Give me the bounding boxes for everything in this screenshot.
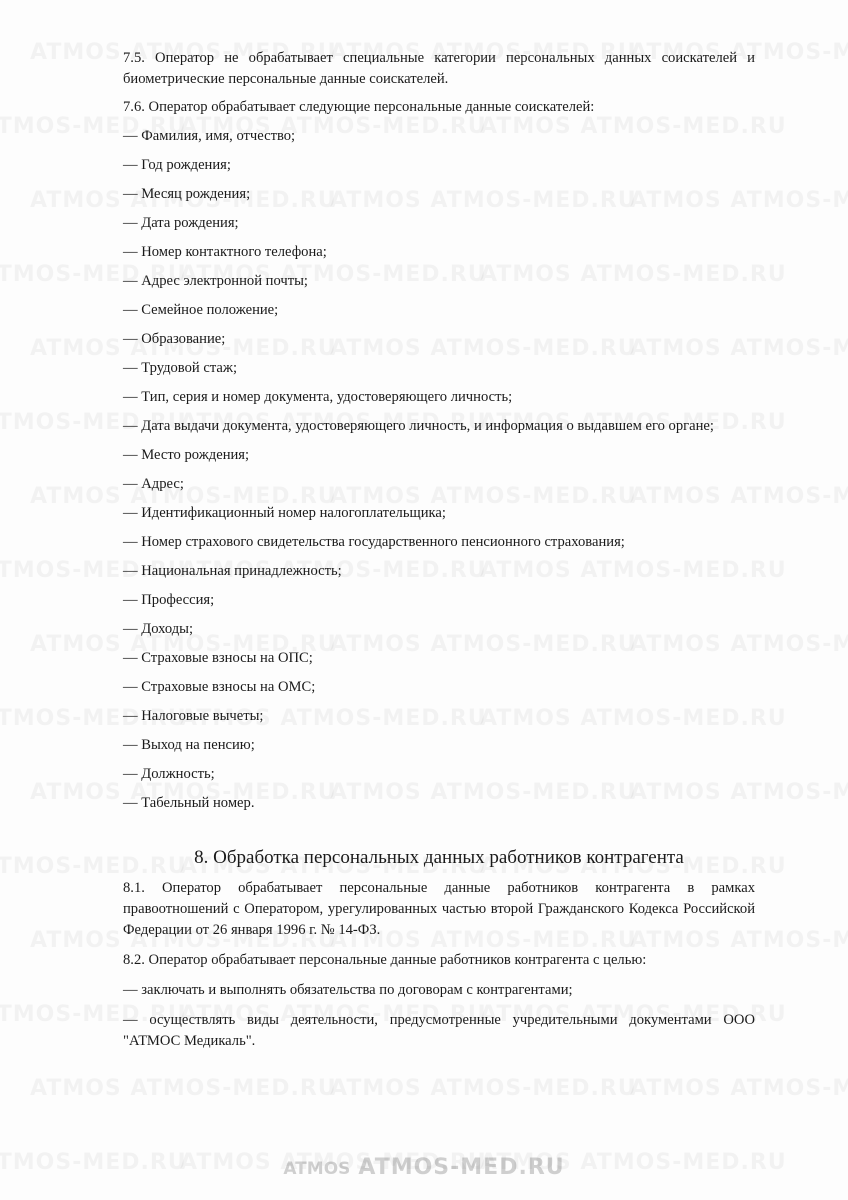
list-item: — Профессия; — [123, 592, 215, 608]
footer-site: ATMOS-MED.RU — [358, 1155, 565, 1180]
list-item: — Номер страхового свидетельства государственного пенсионного страхования; — [123, 534, 625, 550]
watermark-text — [30, 1076, 337, 1101]
list-item: — Образование; — [123, 331, 226, 347]
list-item: — Адрес электронной почты; — [123, 273, 308, 289]
list-item: — Идентификационный номер налогоплательщика; — [123, 505, 446, 521]
list-item: — Табельный номер. — [123, 795, 255, 811]
list-item: — Национальная принадлежность; — [123, 563, 342, 579]
list-item: — Страховые взносы на ОМС; — [123, 679, 316, 695]
list-item: — Место рождения; — [123, 447, 250, 463]
list-item: — Выход на пенсию; — [123, 737, 255, 753]
list-item: — Должность; — [123, 766, 215, 782]
watermark-text — [330, 1076, 637, 1101]
paragraph-7-5: 7.5. Оператор не обрабатывает специальные категории персональных данных соискателей и биометрические персональные данные соискателей. — [123, 50, 755, 87]
applicant-data-list — [123, 122, 755, 818]
list-item: — Налоговые вычеты; — [123, 708, 264, 724]
list-item: — Семейное положение; — [123, 302, 279, 318]
list-item: — Доходы; — [123, 621, 194, 637]
list-item: — Страховые взносы на ОПС; — [123, 650, 313, 666]
list-item: — Тип, серия и номер документа, удостоверяющего личность; — [123, 389, 513, 405]
paragraph-8-2: 8.2. Оператор обрабатывает персональные данные работников контрагента с целью: — [123, 952, 647, 968]
list-item: — Трудовой стаж; — [123, 360, 237, 376]
paragraph-7-6: 7.6. Оператор обрабатывает следующие персональные данные соискателей: — [123, 99, 595, 115]
list-item: — Год рождения; — [123, 157, 231, 173]
list-item: — заключать и выполнять обязательства по договорам с контрагентами; — [123, 982, 573, 998]
list-item: — Дата рождения; — [123, 215, 239, 231]
list-item: — Адрес; — [123, 476, 184, 492]
list-item: — осуществлять виды деятельности, предусмотренные учредительными документами ООО "АТМОС Медикаль". — [123, 1012, 755, 1049]
list-item: — Фамилия, имя, отчество; — [123, 128, 296, 144]
document-page — [123, 48, 755, 1052]
watermark-text — [630, 1076, 848, 1101]
section-8-heading: 8. Обработка персональных данных работников контрагента — [194, 847, 684, 868]
atmos-logo: ATMOS — [283, 1159, 351, 1179]
paragraph-8-1: 8.1. Оператор обрабатывает персональные данные работников контрагента в рамках правоотношений с Оператором, урегулированных частью второй Гражданского Кодекса Российской Федерации от 26 января 1996 г. № 14-ФЗ. — [123, 880, 755, 938]
list-item: — Месяц рождения; — [123, 186, 251, 202]
footer-watermark — [0, 1155, 848, 1180]
list-item: — Дата выдачи документа, удостоверяющего личность, и информация о выдавшем его органе; — [123, 418, 714, 434]
list-item: — Номер контактного телефона; — [123, 244, 327, 260]
